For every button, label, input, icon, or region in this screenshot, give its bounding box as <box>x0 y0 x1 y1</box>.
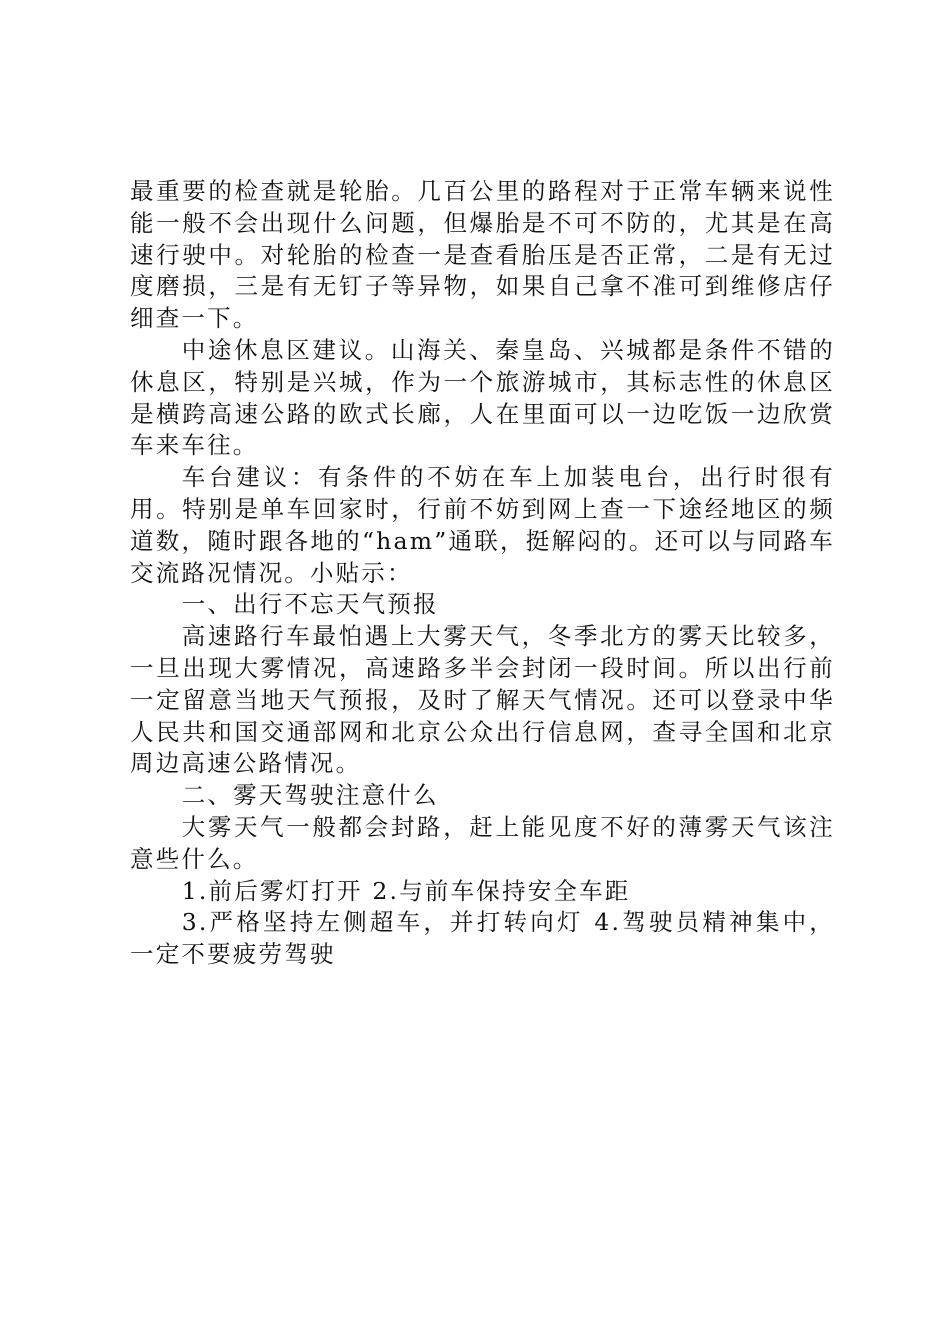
heading-weather-forecast: 一、出行不忘天气预报 <box>181 590 439 619</box>
list-item-1-2: 1.前后雾灯打开 2.与前车保持安全车距 <box>181 876 631 905</box>
paragraph-radio: 车台建议：有条件的不妨在车上加装电台，出行时很有用。特别是单车回家时，行前不妨到网上查一下途经地区的频道数，随时跟各地的“ham”通联，挺解闷的。还可以与同路车交流路况情况。小贴示： <box>130 463 835 587</box>
list-item-3-4: 3.严格坚持左侧超车，并打转向灯 4.驾驶员精神集中，一定不要疲劳驾驶 <box>130 908 835 969</box>
paragraph-fog-notes: 大雾天气一般都会封路，赶上能见度不好的薄雾天气该注意些什么。 <box>130 812 835 873</box>
paragraph-rest-area: 中途休息区建议。山海关、秦皇岛、兴城都是条件不错的休息区，特别是兴城，作为一个旅游城市，其标志性的休息区是横跨高速公路的欧式长廊，人在里面可以一边吃饭一边欣赏车来车往。 <box>130 335 835 460</box>
paragraph-fog-weather: 高速路行车最怕遇上大雾天气，冬季北方的雾天比较多，一旦出现大雾情况，高速路多半会封闭一段时间。所以出行前一定留意当地天气预报，及时了解天气情况。还可以登录中华人民共和国交通部网和北京公众出行信息网，查寻全国和北京周边高速公路情况。 <box>130 622 835 778</box>
document-body <box>130 176 835 971</box>
paragraph-tire-check: 最重要的检查就是轮胎。几百公里的路程对于正常车辆来说性能一般不会出现什么问题，但爆胎是不可不防的，尤其是在高速行驶中。对轮胎的检查一是查看胎压是否正常，二是有无过度磨损，三是有无钉子等异物，如果自己拿不准可到维修店仔细查一下。 <box>130 177 835 333</box>
heading-fog-driving: 二、雾天驾驶注意什么 <box>181 781 439 810</box>
